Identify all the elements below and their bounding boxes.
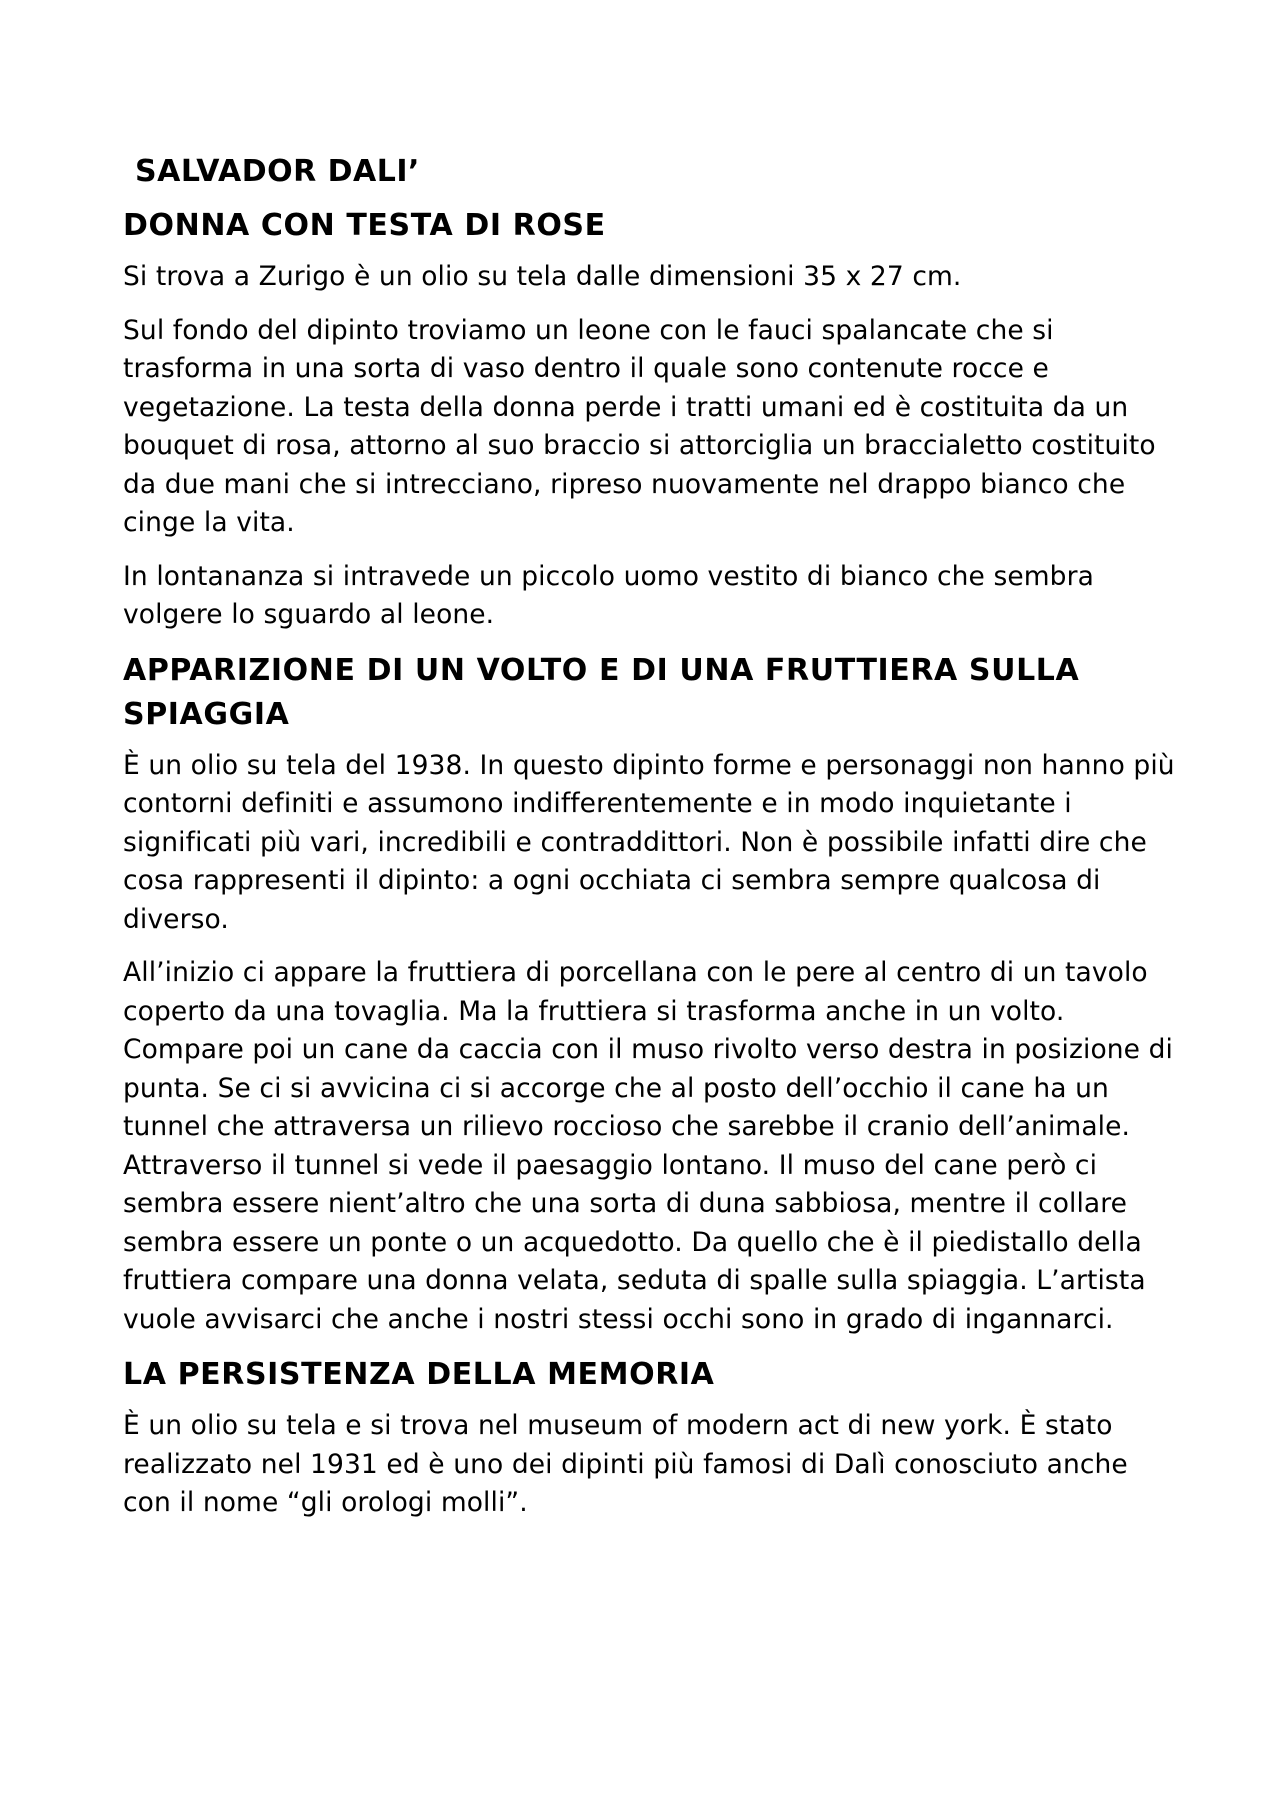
section-title-apparizione: APPARIZIONE DI UN VOLTO E DI UNA FRUTTIERA SULLA SPIAGGIA — [123, 652, 1080, 732]
paragraph: Sul fondo del dipinto troviamo un leone con le fauci spalancate che si trasforma in una sorta di vaso dentro il quale sono contenute rocce e vegetazione. La testa della donna perde i tratti umani ed è costituita da un bouquet di rosa, attorno al suo braccio si attorciglia un braccialetto costituito da due mani che si intrecciano, ripreso nuovamente nel drappo bianco che cinge la vita. — [123, 314, 1156, 538]
paragraph: In lontananza si intravede un piccolo uomo vestito di bianco che sembra volgere lo sguardo al leone. — [123, 560, 1094, 630]
paragraph: È un olio su tela e si trova nel museum of modern act di new york. È stato realizzato nel 1931 ed è uno dei dipinti più famosi di Dalì conosciuto anche con il nome “gli orologi molli”. — [123, 1410, 1128, 1518]
paragraph: È un olio su tela del 1938. In questo dipinto forme e personaggi non hanno più contorni definiti e assumono indifferentemente e in modo inquietante i significati più vari, incredibili e contraddittori. Non è possibile infatti dire che cosa rappresenti il dipinto: a ogni occhiata ci sembra sempre qualcosa di diverso. — [123, 749, 1175, 935]
author-heading: SALVADOR DALI’ — [135, 154, 420, 189]
section-title-donna-con-testa-di-rose: DONNA CON TESTA DI ROSE — [123, 208, 606, 243]
section-title-persistenza-della-memoria: LA PERSISTENZA DELLA MEMORIA — [123, 1357, 715, 1392]
paragraph: Si trova a Zurigo è un olio su tela dalle dimensioni 35 x 27 cm. — [123, 261, 962, 292]
paragraph: All’inizio ci appare la fruttiera di porcellana con le pere al centro di un tavolo coperto da una tovaglia. Ma la fruttiera si trasforma anche in un volto. Compare poi un cane da caccia con il muso rivolto verso destra in posizione di punta. Se ci si avvicina ci si accorge che al posto dell’occhio il cane ha un tunnel che attraversa un rilievo roccioso che sarebbe il cranio dell’animale. Attraverso il tunnel si vede il paesaggio lontano. Il muso del cane però ci sembra essere nient’altro che una sorta di duna sabbiosa, mentre il collare sembra essere un ponte o un acquedotto. Da quello che è il piedistallo della fruttiera compare una donna velata, seduta di spalle sulla spiaggia. L’artista vuole avvisarci che anche i nostri stessi occhi sono in grado di ingannarci. — [123, 957, 1173, 1335]
document-page — [123, 152, 1183, 1538]
